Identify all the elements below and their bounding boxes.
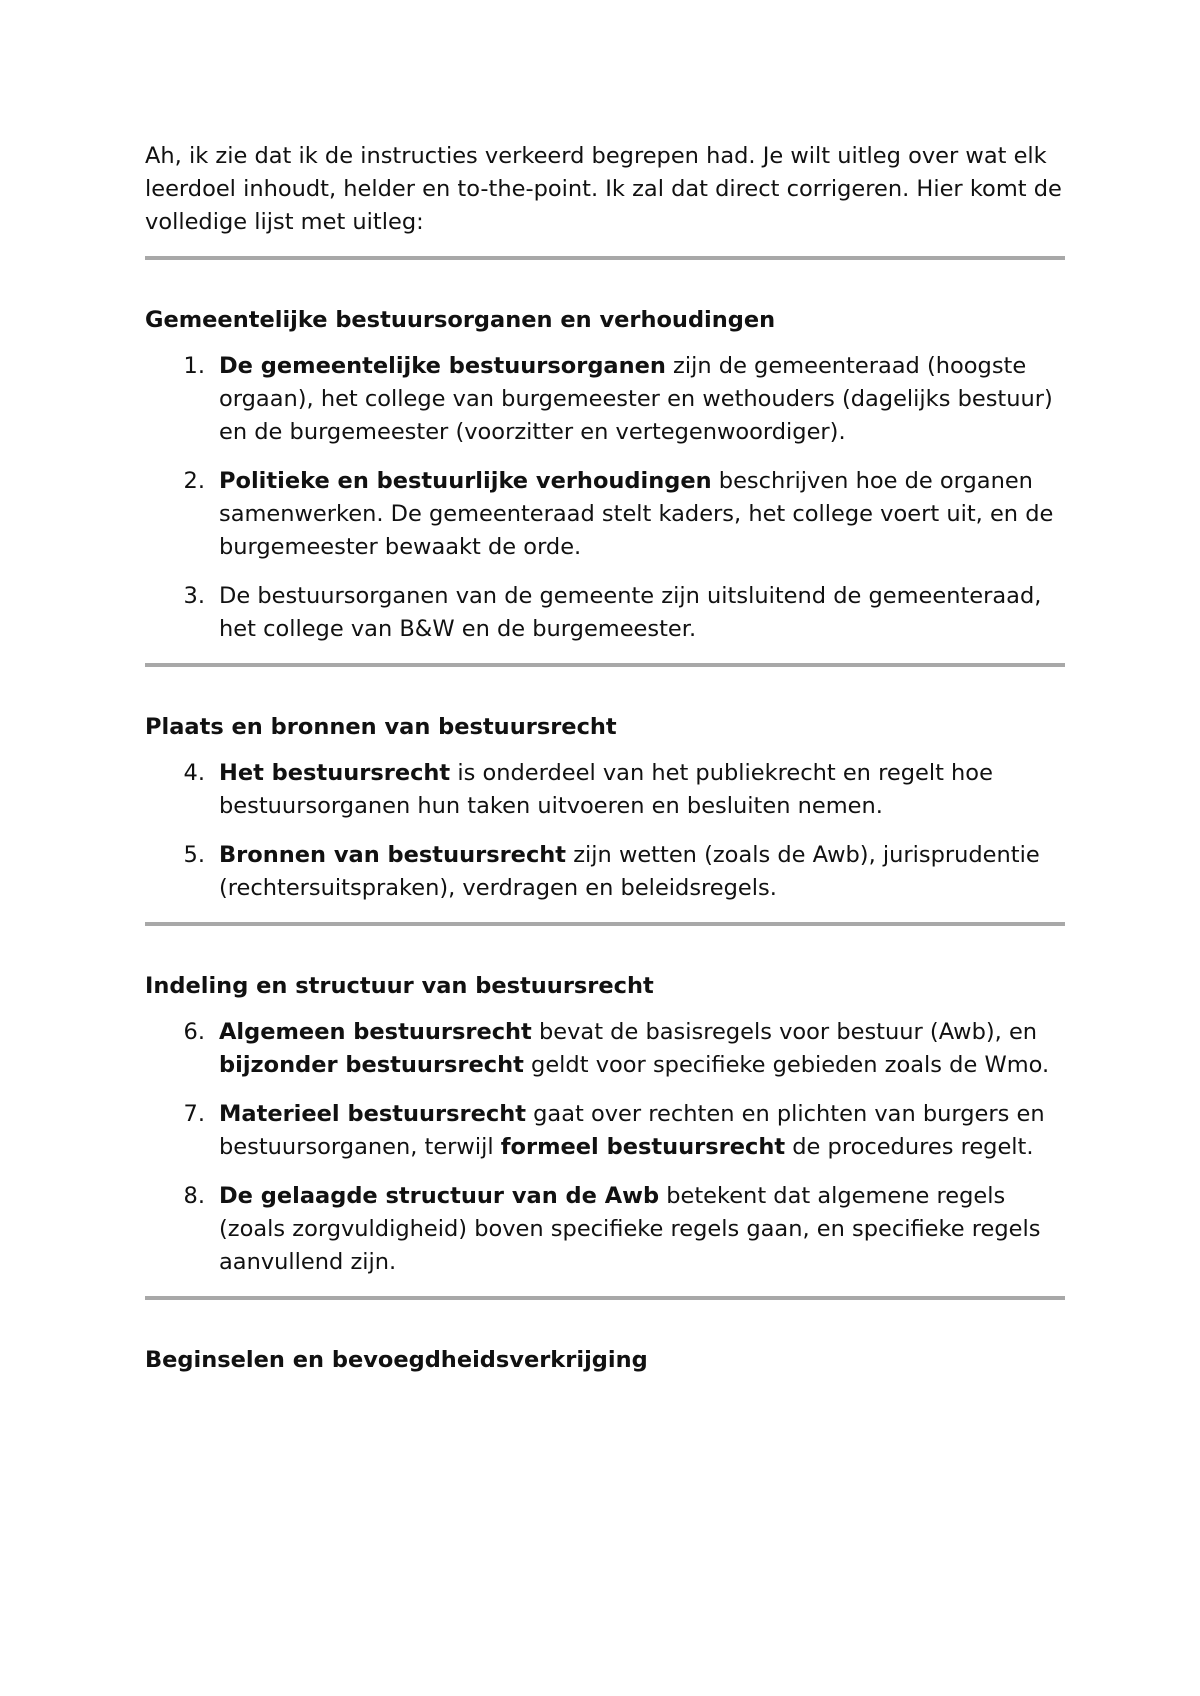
list-item xyxy=(145,465,1065,564)
item-text: beschrijven hoe de organen samenwerken. De gemeenteraad stelt kaders, het college voert uit, en de burgemeester bewaakt de orde. xyxy=(219,468,1054,560)
item-text: gaat over rechten en plichten van burgers en bestuursorganen, terwijl xyxy=(219,1101,1045,1160)
section xyxy=(145,970,1065,1279)
item-text: betekent dat algemene regels (zoals zorgvuldigheid) boven specifieke regels gaan, en specifieke regels aanvullend zijn. xyxy=(219,1183,1041,1275)
section xyxy=(145,304,1065,646)
bold-term: formeel bestuursrecht xyxy=(500,1134,786,1160)
list-item xyxy=(145,1180,1065,1279)
bold-term: bijzonder bestuursrecht xyxy=(219,1052,524,1078)
list-item xyxy=(145,350,1065,449)
bold-term: Materieel bestuursrecht xyxy=(219,1101,526,1127)
intro-paragraph: Ah, ik zie dat ik de instructies verkeerd begrepen had. Je wilt uitleg over wat elk leerdoel inhoudt, helder en to-the-point. Ik zal dat direct corrigeren. Hier komt de volledige lijst met uitleg: xyxy=(145,143,1062,235)
bold-term: De gemeentelijke bestuursorganen xyxy=(219,353,666,379)
list-number: 1. xyxy=(183,353,205,379)
bold-term: Algemeen bestuursrecht xyxy=(219,1019,532,1045)
item-text: De bestuursorganen van de gemeente zijn uitsluitend de gemeenteraad, het college van B&W en de burgemeester. xyxy=(219,583,1042,642)
list-item xyxy=(145,1016,1065,1082)
item-text: zijn wetten (zoals de Awb), jurisprudentie (rechtersuitspraken), verdragen en beleidsregels. xyxy=(219,842,1040,901)
bold-term: De gelaagde structuur van de Awb xyxy=(219,1183,660,1209)
item-text: is onderdeel van het publiekrecht en regelt hoe bestuursorganen hun taken uitvoeren en besluiten nemen. xyxy=(219,760,993,819)
list-number: 5. xyxy=(183,842,205,868)
list-number: 8. xyxy=(183,1183,205,1209)
item-text: bevat de basisregels voor bestuur (Awb), en xyxy=(531,1019,1038,1045)
list-item xyxy=(145,580,1065,646)
section-heading: Beginselen en bevoegdheidsverkrijging xyxy=(145,1347,648,1373)
numbered-list xyxy=(145,1016,1065,1279)
divider xyxy=(145,663,1065,667)
divider xyxy=(145,922,1065,926)
item-text: geldt voor specifieke gebieden zoals de Wmo. xyxy=(523,1052,1050,1078)
bold-term: Politieke en bestuurlijke verhoudingen xyxy=(219,468,712,494)
section-heading: Plaats en bronnen van bestuursrecht xyxy=(145,714,617,740)
divider xyxy=(145,256,1065,260)
list-item xyxy=(145,757,1065,823)
section xyxy=(145,1344,1065,1377)
list-item xyxy=(145,839,1065,905)
document-page xyxy=(145,140,1065,1377)
section xyxy=(145,711,1065,905)
numbered-list xyxy=(145,757,1065,905)
list-number: 2. xyxy=(183,468,205,494)
numbered-list xyxy=(145,350,1065,646)
list-number: 6. xyxy=(183,1019,205,1045)
bold-term: Het bestuursrecht xyxy=(219,760,451,786)
list-number: 7. xyxy=(183,1101,205,1127)
list-number: 4. xyxy=(183,760,205,786)
section-heading: Gemeentelijke bestuursorganen en verhoudingen xyxy=(145,307,776,333)
section-heading: Indeling en structuur van bestuursrecht xyxy=(145,973,654,999)
list-item xyxy=(145,1098,1065,1164)
list-number: 3. xyxy=(183,583,205,609)
item-text: zijn de gemeenteraad (hoogste orgaan), het college van burgemeester en wethouders (dagelijks bestuur) en de burgemeester (voorzitter en vertegenwoordiger). xyxy=(219,353,1053,445)
bold-term: Bronnen van bestuursrecht xyxy=(219,842,567,868)
divider xyxy=(145,1296,1065,1300)
item-text: de procedures regelt. xyxy=(785,1134,1034,1160)
